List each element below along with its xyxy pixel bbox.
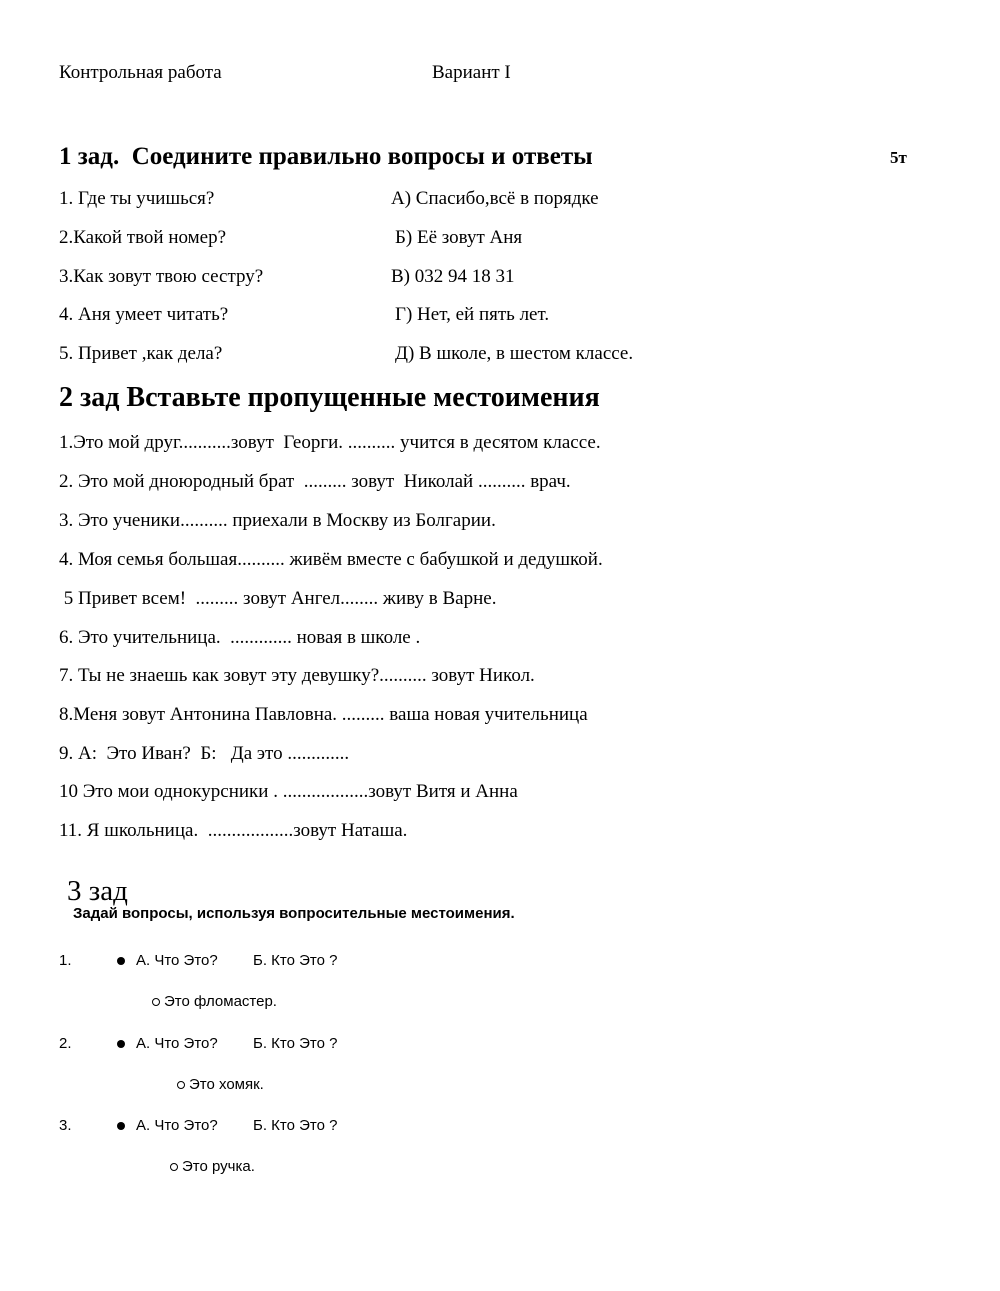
task2-item: 1.Это мой друг...........зовут Георги. .......... учится в десятом классе. [59,432,601,453]
task1-question: 5. Привет ,как дела? [59,343,223,364]
task3-answer: Это хомяк. [177,1077,264,1092]
circle-bullet-icon [177,1081,185,1089]
task2-item: 2. Это мой дноюродный брат ......... зовут Николай .......... врач. [59,471,571,492]
worksheet-title: Контрольная работа [59,62,222,83]
bullet-icon [117,1040,125,1048]
task3-answer: Это ручка. [170,1159,255,1174]
task2-item: 6. Это учительница. ............. новая в школе . [59,627,421,648]
task2-item: 7. Ты не знаешь как зовут эту девушку?.......... зовут Никол. [59,665,535,686]
task1-points: 5т [890,148,907,167]
bullet-icon [117,957,125,965]
task2-item: 5 Привет всем! ......... зовут Ангел........ живу в Варне. [59,588,497,609]
bullet-icon [117,1122,125,1130]
task1-question: 1. Где ты учишься? [59,188,215,209]
task3-item-number: 3. [59,1117,72,1134]
task2-item: 8.Меня зовут Антонина Павловна. ......... ваша новая учительница [59,704,588,725]
task1-answer: А) Спасибо,всё в порядке [391,188,599,209]
task1-answer: В) 032 94 18 31 [391,266,515,287]
task3-answer: Это фломастер. [152,994,277,1009]
task1-question: 4. Аня умеет читать? [59,304,229,325]
variant-label: Вариант I [432,62,511,83]
task3-option-a: А. Что Это? [136,1035,218,1052]
task1-answer: Г) Нет, ей пять лет. [395,304,550,325]
task3-heading [59,861,515,922]
task3-option-b: Б. Кто Это ? [253,1117,338,1134]
task2-item: 11. Я школьница. ..................зовут Наташа. [59,820,408,841]
task3-option-a: А. Что Это? [136,1117,218,1134]
task2-item: 9. А: Это Иван? Б: Да это ............. [59,743,350,764]
task3-item-number: 1. [59,952,72,969]
task1-answer: Б) Её зовут Аня [395,227,523,248]
task1-answer: Д) В школе, в шестом классе. [395,343,634,364]
task3-option-b: Б. Кто Это ? [253,952,338,969]
task2-item: 10 Это мои однокурсники . ..................зовут Витя и Анна [59,781,518,802]
task3-option-b: Б. Кто Это ? [253,1035,338,1052]
circle-bullet-icon [152,998,160,1006]
task3-number: 3 зад [67,875,128,907]
task3-subtitle: Задай вопросы, используя вопросительные местоимения. [73,905,515,922]
task3-option-a: А. Что Это? [136,952,218,969]
task2-item: 4. Моя семья большая.......... живём вместе с бабушкой и дедушкой. [59,549,603,570]
task2-heading: 2 зад Вставьте пропущенные местоимения [59,382,600,413]
circle-bullet-icon [170,1163,178,1171]
task2-item: 3. Это ученики.......... приехали в Москву из Болгарии. [59,510,496,531]
task1-question: 2.Какой твой номер? [59,227,227,248]
task3-item-number: 2. [59,1035,72,1052]
task1-heading: 1 зад. Соедините правильно вопросы и ответы [59,143,593,170]
task1-question: 3.Как зовут твою сестру? [59,266,264,287]
